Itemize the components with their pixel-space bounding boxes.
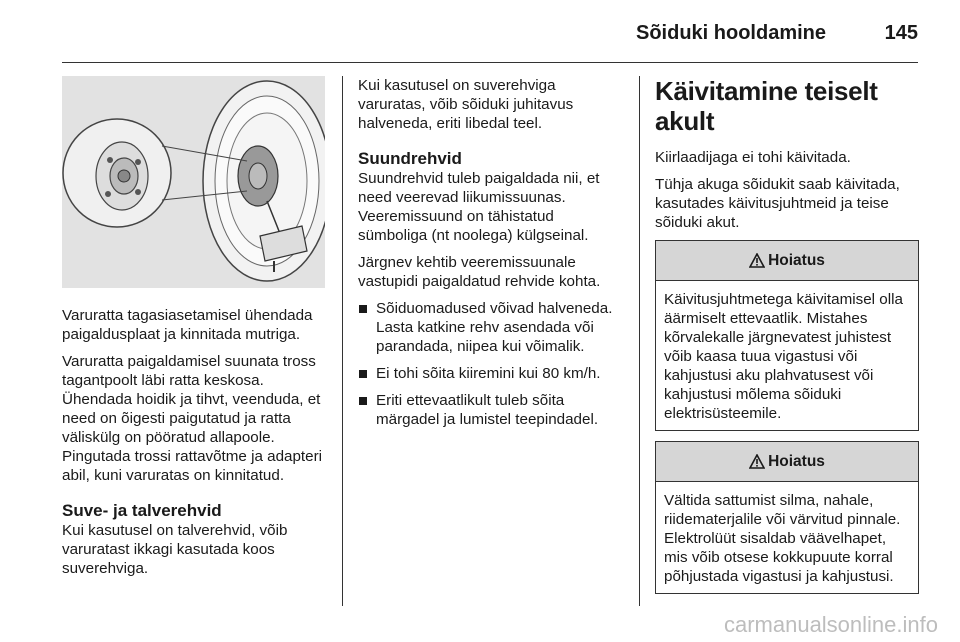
warning-box <box>655 240 919 431</box>
section-heading: Suve- ja talverehvid <box>62 501 222 520</box>
paragraph: Kiirlaadijaga ei tohi käivitada. <box>655 149 851 166</box>
paragraph: Varuratta tagasiasetamisel ühendada paigaldusplaat ja kinnitada mutriga. <box>62 307 313 343</box>
list-item-text: Eriti ettevaatlikult tuleb sõita märgadel ja lumistel teepindadel. <box>376 392 599 428</box>
paragraph: Kui kasutusel on talverehvid, võib varuratast ikkagi kasutada koos suverehviga. <box>62 522 288 577</box>
warning-header <box>656 442 918 482</box>
square-bullet-icon <box>359 305 367 313</box>
list-item <box>358 391 620 429</box>
list-item-text: Ei tohi sõita kiiremini kui 80 km/h. <box>376 365 601 382</box>
column-divider <box>639 76 640 606</box>
paragraph: Järgnev kehtib veeremissuunale vastupidi paigaldatud rehvide kohta. <box>358 254 601 290</box>
paragraph: Tühja akuga sõidukit saab käivitada, kasutades käivitusjuhtmeid ja teise sõiduki akut. <box>655 176 900 231</box>
header-rule <box>62 62 918 63</box>
warning-title: Hoiatus <box>768 252 825 269</box>
paragraph: Varuratta paigaldamisel suunata tross tagantpoolt läbi ratta keskosa. Ühendada hoidik ja tihvt, veenduda, et need on õigesti paigutatud ja ratta väliskülg on pööratud allapoole. Pingutada trossi rattavõtme ja adapteri abil, kuni varuratas on kinnitatud. <box>62 353 323 484</box>
list-item <box>358 299 620 356</box>
warning-text: Käivitusjuhtmetega käivitamisel olla äärmiselt ettevaatlik. Mistahes kõrvalekalle järgnevatest juhistest võib kaasa tuua vigastusi või kahjustusi aku plahvatusest või kahjustusi mõlema sõiduki elektrisüsteemile. <box>664 291 903 422</box>
column-divider <box>342 76 343 606</box>
square-bullet-icon <box>359 397 367 405</box>
list-item-text: Sõiduomadused võivad halveneda. Lasta katkine rehv asendada või parandada, niipea kui võimalik. <box>376 300 613 355</box>
page-title: Sõiduki hooldamine <box>635 22 826 44</box>
column-right <box>655 76 919 604</box>
warning-triangle-icon <box>749 454 765 469</box>
page-header <box>62 14 918 60</box>
spare-wheel-illustration <box>62 76 325 288</box>
paragraph: Suundrehvid tuleb paigaldada nii, et need veerevad liikumissuunas. Veeremissuund on tähistatud sümboliga (nt noolega) külgseinal. <box>358 170 600 244</box>
watermark: carmanualsonline.info <box>723 612 938 637</box>
paragraph: Kui kasutusel on suverehviga varuratas, võib sõiduki juhitavus halveneda, eriti libedal teel. <box>358 77 574 132</box>
warning-triangle-icon <box>749 253 765 268</box>
bullet-list <box>358 299 620 429</box>
spare-wheel-drawing <box>62 76 325 288</box>
warning-header <box>656 241 918 281</box>
section-heading: Käivitamine teiselt akult <box>655 76 878 136</box>
column-middle <box>358 76 620 437</box>
section-heading: Suundrehvid <box>358 149 462 168</box>
list-item <box>358 364 620 383</box>
warning-text: Vältida sattumist silma, nahale, riidematerjalile või värvitud pinnale. Elektrolüüt sisaldab väävelhapet, mis võib otsese kokkupuute korral põhjustada vigastusi ja kahjustusi. <box>664 492 901 585</box>
page-number: 145 <box>884 22 918 44</box>
warning-title: Hoiatus <box>768 453 825 470</box>
column-left <box>62 76 325 586</box>
warning-box <box>655 441 919 594</box>
square-bullet-icon <box>359 370 367 378</box>
